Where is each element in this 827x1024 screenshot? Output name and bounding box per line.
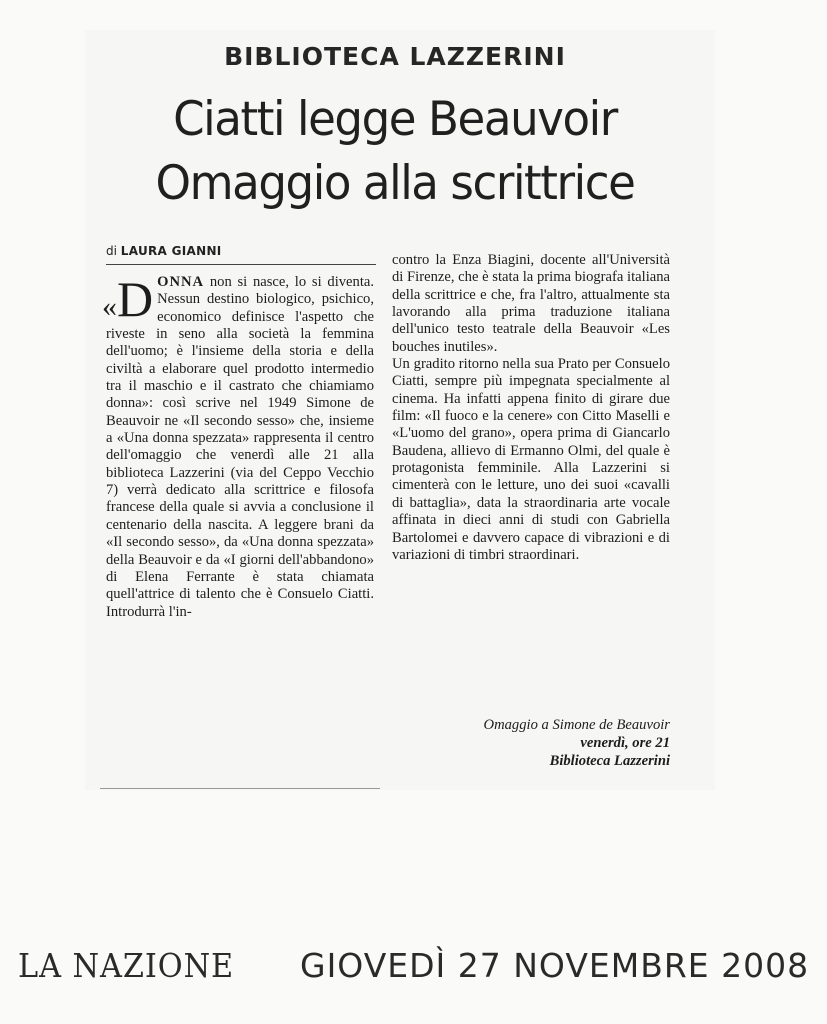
article-column-right [392,252,670,564]
article-bottom-divider [100,788,380,789]
section-kicker: BIBLIOTECA LAZZERINI [224,42,566,71]
byline-author: LAURA GIANNI [120,244,222,258]
opening-quote: « [102,290,117,323]
byline [106,244,376,258]
event-info [392,716,670,770]
publication-date: GIOVEDÌ 27 NOVEMBRE 2008 [300,946,810,985]
event-where: Biblioteca Lazzerini [549,753,670,769]
drop-cap-block [102,271,154,327]
newspaper-name: LA NAZIONE [18,946,235,985]
event-title: Omaggio a Simone de Beauvoir [483,717,670,733]
headline-line-2: Omaggio alla scrittrice [155,156,635,211]
page-footer [18,946,818,985]
byline-prefix: di [106,244,117,258]
byline-divider [106,264,376,265]
body-text-left: non si nasce, lo si diventa. Nessun destino biologico, psichico, economico definisce l'aspetto che riveste in seno alla società la femmina dell'uomo; è l'insieme della storia e della civiltà a elaborare quel prodotto intermedio tra il maschio e il castrato che chiamiamo donna»: così scrive nel 1949 Simone de Beauvoir ne «Il secondo sesso» che, insieme a «Una donna spezzata» rappresenta il centro dell'omaggio che venerdì alle 21 alla biblioteca Lazzerini (via del Ceppo Vecchio 7) verrà dedicato alla scrittrice e filosofa francese della quale si avvia a conclusione il centenario della nascita. A leggere brani da «Il secondo sesso», da «Una donna spezzata» della Beauvoir e da «I giorni dell'abbandono» di Elena Ferrante è stata chiamata quell'attrice di talento che è Consuelo Ciatti. Introdurrà l'in- [106,274,374,620]
headline-line-1: Ciatti legge Beauvoir [173,92,617,147]
event-when: venerdì, ore 21 [580,735,670,751]
article-column-left [102,271,374,621]
drop-cap: D [117,271,154,327]
headline [121,88,668,216]
body-paragraph-2: Un gradito ritorno nella sua Prato per Consuelo Ciatti, sempre più impegnata specialmente al cinema. Ha infatti appena finito di girare due film: «Il fuoco e la cenere» con Citto Maselli e «L'uomo del grano», opera prima di Giancarlo Baudena, allievo di Ermanno Olmi, del quale è protagonista femminile. Alla Lazzerini si cimenterà con le letture, uno dei suoi «cavalli di battaglia», data la straordinaria arte vocale affinata in dieci anni di studi con Gabriella Bartolomei e davvero capace di vibrazioni e di variazioni di timbri straordinari. [392,356,670,563]
body-paragraph-1: contro la Enza Biagini, docente all'Università di Firenze, che è stata la prima biografa italiana della scrittrice e che, fra l'altro, attualmente sta lavorando alla prima traduzione italiana dell'unico testo teatrale della Beauvoir «Les bouches inutiles». [392,252,670,355]
lead-word: ONNA [157,274,205,290]
